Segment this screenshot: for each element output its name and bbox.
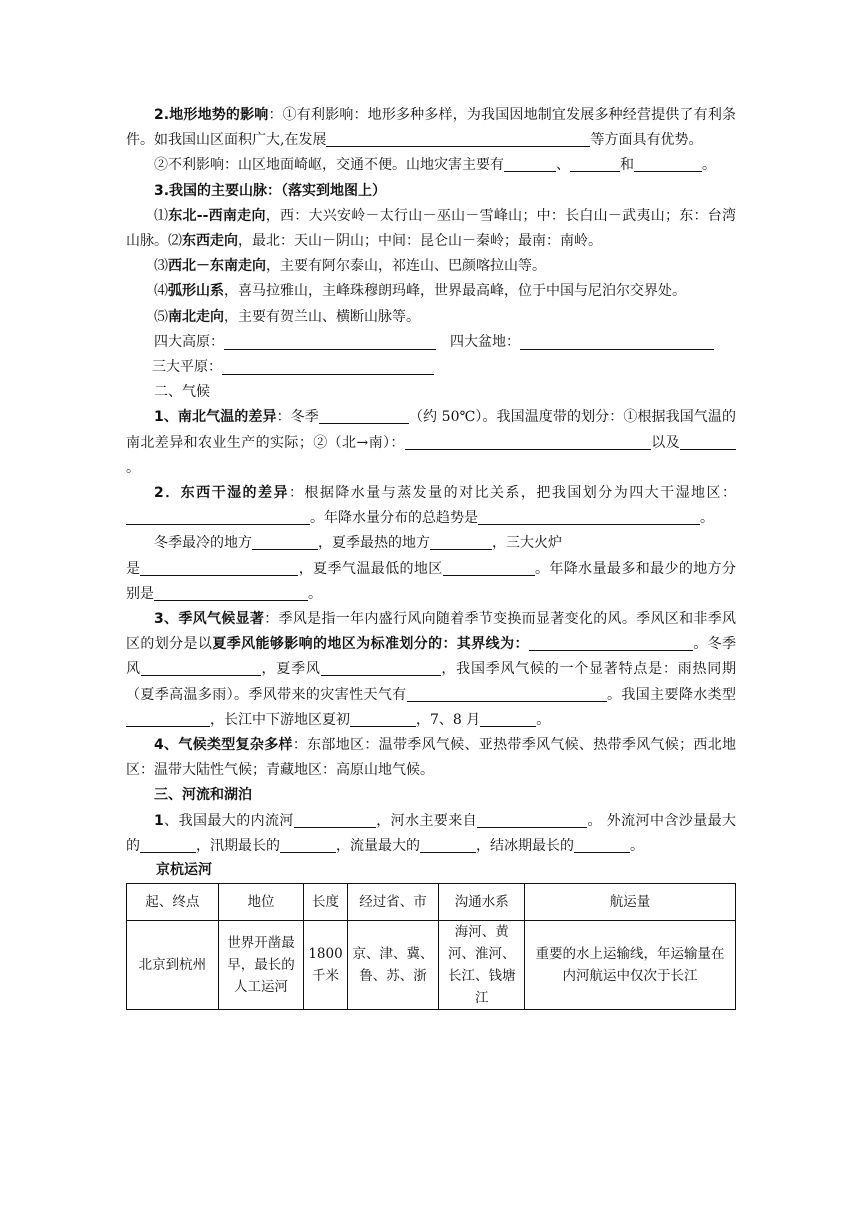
blank-coldest[interactable] <box>252 535 318 550</box>
table-cell: 海河、黄河、淮河、长江、钱塘江 <box>439 921 525 1010</box>
table-cell: 京、津、冀、鲁、苏、浙 <box>347 921 439 1010</box>
header-cell: 长度 <box>304 884 347 921</box>
blank-furnaces[interactable] <box>140 561 298 576</box>
monsoon-text-b: 。冬季风 <box>126 636 737 678</box>
plains-label: 三大平原： <box>152 359 222 376</box>
blank-water-source[interactable] <box>477 813 587 828</box>
rivers-item-number: 1 <box>154 812 164 829</box>
rivers-text-a: 、我国最大的内流河 <box>163 812 294 829</box>
monsoon-text-a: ：季风是指一年内盛行风向随着季节变换而显著变化的风。季风区和非季风区的划分是以 <box>126 611 737 653</box>
item-direction: 弧形山系 <box>168 283 224 300</box>
item-number: ⑷ <box>154 283 168 300</box>
climate-humidity-paragraph <box>126 481 736 531</box>
item-text: ，主要有贺兰山、横断山脉等。 <box>224 308 420 325</box>
period: 。 <box>308 585 322 602</box>
header-cell: 起、终点 <box>127 884 219 921</box>
canal-table <box>126 883 736 1010</box>
terrain-favorable-text: ：①有利影响：地形多种多样，为我国因地制宜发展多种经营提供了有利条件。如我国山区面积广大,在发展 <box>126 107 737 149</box>
mountain-item-3 <box>126 254 736 279</box>
climate-extremes-paragraph <box>126 531 736 607</box>
table-header-row <box>127 884 736 921</box>
header-cell: 航运量 <box>525 884 736 921</box>
climate-heading <box>126 380 736 405</box>
mountain-item-5 <box>126 305 736 330</box>
table-cell: 1800千米 <box>304 921 347 1010</box>
climate-types-title: 4、气候类型复杂多样 <box>154 737 293 754</box>
item-number: ⑶ <box>154 258 168 275</box>
blank-dry-wet-regions[interactable] <box>126 510 310 525</box>
rivers-paragraph <box>126 809 736 859</box>
monsoon-text-c: ，夏季风 <box>260 661 321 678</box>
humidity-text-b: 。年降水量分布的总趋势是 <box>310 510 478 527</box>
table-row <box>127 921 736 1010</box>
rivers-text-f: ，结冰期最长的 <box>476 837 574 854</box>
blank-disaster-2[interactable] <box>570 157 620 172</box>
item-direction: 西北－东南走向 <box>168 258 266 275</box>
blank-temp-zones[interactable] <box>405 435 651 450</box>
blank-longest-flood[interactable] <box>280 838 336 853</box>
climate-monsoon-paragraph <box>126 607 736 733</box>
temp-diff-title: 1、南北气温的差异 <box>154 409 277 426</box>
temp-text-c: 以及 <box>650 434 681 451</box>
rivers-heading-text: 三、河流和湖泊 <box>154 787 252 804</box>
monsoon-title: 3、季风气候显著 <box>154 611 265 628</box>
temp-text-a: ：冬季 <box>276 409 319 426</box>
item-text: ，西：大兴安岭－太行山－巫山－雪峰山；中：长白山－武夷山；东：台湾山脉。 <box>126 207 737 250</box>
blank-largest-flow[interactable] <box>420 838 476 853</box>
item-direction: 南北走向 <box>168 308 224 325</box>
mountain-item-1 <box>126 204 736 254</box>
item-number: ⑵ <box>168 233 182 250</box>
header-cell: 沟通水系 <box>439 884 525 921</box>
terrain-influence-paragraph <box>126 103 736 153</box>
blank-precip-type[interactable] <box>126 712 210 727</box>
blank-hottest[interactable] <box>430 535 492 550</box>
blank-disaster-3[interactable] <box>634 157 702 172</box>
terrain-favorable-text-end: 等方面具有优势。 <box>590 132 703 149</box>
blank-disaster-1[interactable] <box>504 157 556 172</box>
plateaus-label: 四大高原： <box>154 333 224 350</box>
and-text: 和 <box>620 157 634 174</box>
period: 。 <box>536 711 551 728</box>
monsoon-boundary-text: 夏季风能够影响的地区为标准划分的：其界线为： <box>212 636 529 653</box>
blank-mountain-development[interactable] <box>326 132 590 147</box>
monsoon-text-g: ，7、8 月 <box>416 711 481 728</box>
period: 。 <box>700 510 714 527</box>
item-text: ，喜马拉雅山，主峰珠穆朗玛峰，世界最高峰，位于中国与尼泊尔交界处。 <box>224 283 686 300</box>
extremes-text-a: 冬季最冷的地方 <box>154 535 252 552</box>
document-content <box>126 103 736 1010</box>
climate-types-text: ：东部地区：温带季风气候、亚热带季风气候、热带季风气候；西北地区：温带大陆性气候；青藏地区：高原山地气候。 <box>126 737 736 779</box>
item-direction: 东北--西南走向 <box>168 207 266 224</box>
blank-jul-aug[interactable] <box>480 712 536 727</box>
separator: 、 <box>556 157 570 174</box>
blank-longest-freeze[interactable] <box>574 838 630 853</box>
monsoon-text-e: 。我国主要降水类型 <box>606 686 737 703</box>
rivers-heading <box>126 783 736 808</box>
terrain-influence-title: 2.地形地势的影响 <box>154 107 269 123</box>
plateaus-basins-row <box>126 330 736 355</box>
mountains-title <box>126 179 736 204</box>
humidity-text-a: ：根据降水量与蒸发量的对比关系，把我国划分为四大干湿地区： <box>288 485 736 502</box>
extremes-text-c: ，三大火炉 <box>492 535 562 552</box>
table-cell: 北京到杭州 <box>127 921 219 1010</box>
period: 。 <box>702 157 716 174</box>
extremes-text-b: ，夏季最热的地方 <box>318 535 430 552</box>
blank-coolest-summer[interactable] <box>443 561 535 576</box>
terrain-unfavorable-paragraph <box>126 153 736 178</box>
rivers-text-e: ，流量最大的 <box>336 837 420 854</box>
rivers-text-b: ，河水主要来自 <box>375 812 478 829</box>
item-text: ，最北：天山－阴山；中间：昆仑山－秦岭；最南：南岭。 <box>238 233 602 250</box>
monsoon-text-d: ，我国季风气候的一个显著特点是：雨热同期（夏季高温多雨）。季风带来的灾害性天气有 <box>126 661 737 703</box>
terrain-unfavorable-text: ②不利影响：山区地面崎岖，交通不便。山地灾害主要有 <box>154 157 504 174</box>
climate-types-paragraph <box>126 733 736 783</box>
blank-most-sediment[interactable] <box>140 838 196 853</box>
header-cell: 地位 <box>218 884 304 921</box>
mountains-title-text: 3.我国的主要山脉：（落实到地图上） <box>154 182 387 199</box>
blank-boundary[interactable] <box>529 636 693 651</box>
climate-temp-paragraph <box>126 405 736 481</box>
plains-row <box>126 355 736 380</box>
blank-precip-extremes[interactable] <box>154 586 308 601</box>
blank-summer-monsoon[interactable] <box>321 661 441 676</box>
blank-plateaus[interactable] <box>224 335 436 350</box>
item-number: ⑸ <box>154 308 168 325</box>
blank-winter[interactable] <box>319 409 409 424</box>
canal-caption: 京杭运河 <box>156 862 212 879</box>
blank-temp-zones-extra[interactable] <box>680 435 736 450</box>
blank-inland-river[interactable] <box>294 813 376 828</box>
humidity-diff-title: 2．东西干湿的差异 <box>154 485 289 502</box>
item-direction: 东西走向 <box>182 233 238 250</box>
blank-early-summer[interactable] <box>350 712 416 727</box>
extremes-text-d: 是 <box>126 560 141 577</box>
item-text: ，主要有阿尔泰山，祁连山、巴颜喀拉山等。 <box>266 258 546 275</box>
extremes-text-f: 。年降水量最多和最少的地方分别是 <box>126 560 737 602</box>
monsoon-text-f: ，长江中下游地区夏初 <box>210 711 350 728</box>
header-cell: 经过省、市 <box>347 884 439 921</box>
blank-disaster-weather[interactable] <box>407 687 607 702</box>
period: 。 <box>126 459 140 476</box>
blank-plains[interactable] <box>222 360 434 375</box>
mountain-item-4 <box>126 279 736 304</box>
extremes-text-e: ，夏季气温最低的地区 <box>298 560 443 577</box>
table-cell: 世界开凿最早，最长的人工运河 <box>218 921 304 1010</box>
blank-winter-monsoon[interactable] <box>141 661 261 676</box>
period: 。 <box>630 837 644 854</box>
rivers-text-c: 。 外流河中含沙量最大的 <box>126 812 737 854</box>
table-cell: 重要的水上运输线，年运输量在内河航运中仅次于长江 <box>525 921 736 1010</box>
basins-label: 四大盆地： <box>450 333 520 350</box>
temp-text-b: （约 50℃）。我国温度带的划分：①根据我国气温的南北差异和农业生产的实际；②（北→南）： <box>126 409 736 451</box>
blank-basins[interactable] <box>520 335 714 350</box>
item-number: ⑴ <box>154 207 169 224</box>
climate-heading-text: 二、气候 <box>154 384 210 401</box>
rivers-text-d: ，汛期最长的 <box>196 837 280 854</box>
blank-precip-trend[interactable] <box>478 510 700 525</box>
